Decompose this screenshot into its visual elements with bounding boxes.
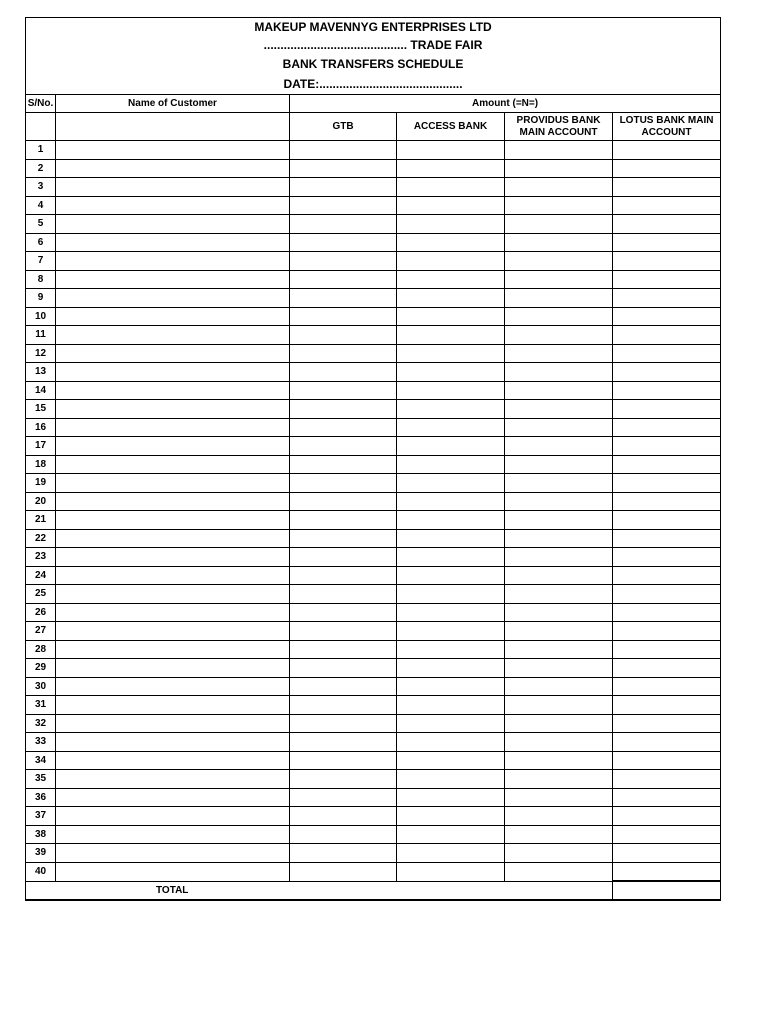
customer-name-cell[interactable] — [56, 474, 290, 493]
gtb-header: GTB — [290, 113, 397, 141]
lotus-bank-amount-cell[interactable] — [613, 196, 721, 215]
table-row — [26, 344, 721, 363]
customer-name-cell[interactable] — [56, 640, 290, 659]
bank-transfers-schedule-table — [25, 17, 721, 901]
lotus-bank-amount-cell[interactable] — [613, 696, 721, 715]
customer-name-cell[interactable] — [56, 196, 290, 215]
gtb-amount-cell[interactable] — [290, 770, 397, 789]
lotus-bank-amount-cell[interactable] — [613, 622, 721, 641]
customer-name-cell[interactable] — [56, 363, 290, 382]
gtb-amount-cell[interactable] — [290, 566, 397, 585]
gtb-amount-cell[interactable] — [290, 252, 397, 271]
providus-bank-amount-cell[interactable] — [505, 844, 613, 863]
lotus-bank-amount-cell[interactable] — [613, 659, 721, 678]
customer-name-cell[interactable] — [56, 307, 290, 326]
gtb-amount-cell[interactable] — [290, 751, 397, 770]
providus-bank-amount-cell[interactable] — [505, 307, 613, 326]
table-row — [26, 529, 721, 548]
row-number: 39 — [26, 844, 56, 863]
access-bank-amount-cell[interactable] — [397, 418, 505, 437]
customer-subheader-cell — [56, 113, 290, 141]
row-number: 19 — [26, 474, 56, 493]
access-bank-amount-cell[interactable] — [397, 640, 505, 659]
gtb-amount-cell[interactable] — [290, 714, 397, 733]
gtb-amount-cell[interactable] — [290, 474, 397, 493]
table-row — [26, 400, 721, 419]
lotus-bank-amount-cell[interactable] — [613, 215, 721, 234]
providus-bank-amount-cell[interactable] — [505, 862, 613, 881]
table-row — [26, 807, 721, 826]
access-bank-amount-cell[interactable] — [397, 492, 505, 511]
row-number: 15 — [26, 400, 56, 419]
sno-header: S/No. — [26, 95, 56, 113]
table-row — [26, 770, 721, 789]
gtb-amount-cell[interactable] — [290, 603, 397, 622]
table-row — [26, 603, 721, 622]
providus-bank-amount-cell[interactable] — [505, 529, 613, 548]
gtb-amount-cell[interactable] — [290, 437, 397, 456]
lotus-bank-amount-cell[interactable] — [613, 233, 721, 252]
customer-name-cell[interactable] — [56, 751, 290, 770]
gtb-amount-cell[interactable] — [290, 270, 397, 289]
row-number: 2 — [26, 159, 56, 178]
access-bank-amount-cell[interactable] — [397, 196, 505, 215]
gtb-amount-cell[interactable] — [290, 159, 397, 178]
access-bank-amount-cell[interactable] — [397, 511, 505, 530]
gtb-amount-cell[interactable] — [290, 418, 397, 437]
access-bank-amount-cell[interactable] — [397, 344, 505, 363]
gtb-amount-cell[interactable] — [290, 529, 397, 548]
customer-name-cell[interactable] — [56, 381, 290, 400]
row-number: 28 — [26, 640, 56, 659]
gtb-amount-cell[interactable] — [290, 807, 397, 826]
table-row — [26, 566, 721, 585]
table-row — [26, 270, 721, 289]
providus-bank-amount-cell[interactable] — [505, 492, 613, 511]
gtb-amount-cell[interactable] — [290, 492, 397, 511]
providus-bank-amount-cell[interactable] — [505, 178, 613, 197]
customer-name-cell[interactable] — [56, 659, 290, 678]
lotus-bank-amount-cell[interactable] — [613, 807, 721, 826]
lotus-bank-amount-cell[interactable] — [613, 289, 721, 308]
row-number: 40 — [26, 862, 56, 881]
providus-bank-amount-cell[interactable] — [505, 770, 613, 789]
providus-bank-amount-cell[interactable] — [505, 640, 613, 659]
row-number: 25 — [26, 585, 56, 604]
total-row — [26, 881, 721, 900]
providus-bank-amount-cell[interactable] — [505, 696, 613, 715]
table-row — [26, 751, 721, 770]
lotus-bank-amount-cell[interactable] — [613, 270, 721, 289]
date-line: DATE:........................................... — [26, 74, 721, 95]
providus-bank-amount-cell[interactable] — [505, 437, 613, 456]
customer-name-cell[interactable] — [56, 141, 290, 160]
customer-name-cell[interactable] — [56, 714, 290, 733]
access-bank-amount-cell[interactable] — [397, 585, 505, 604]
access-bank-amount-cell[interactable] — [397, 159, 505, 178]
customer-name-cell[interactable] — [56, 566, 290, 585]
customer-name-cell[interactable] — [56, 455, 290, 474]
table-row — [26, 548, 721, 567]
customer-name-cell[interactable] — [56, 696, 290, 715]
lotus-bank-amount-cell[interactable] — [613, 585, 721, 604]
access-bank-amount-cell[interactable] — [397, 326, 505, 345]
table-row — [26, 733, 721, 752]
lotus-bank-header: LOTUS BANK MAIN ACCOUNT — [613, 113, 721, 141]
row-number: 12 — [26, 344, 56, 363]
providus-bank-amount-cell[interactable] — [505, 659, 613, 678]
table-row — [26, 437, 721, 456]
table-row — [26, 289, 721, 308]
row-number: 20 — [26, 492, 56, 511]
customer-name-cell[interactable] — [56, 622, 290, 641]
lotus-bank-amount-cell[interactable] — [613, 529, 721, 548]
customer-name-cell[interactable] — [56, 733, 290, 752]
providus-bank-amount-cell[interactable] — [505, 548, 613, 567]
access-bank-amount-cell[interactable] — [397, 622, 505, 641]
gtb-amount-cell[interactable] — [290, 178, 397, 197]
customer-name-cell[interactable] — [56, 770, 290, 789]
customer-name-cell[interactable] — [56, 788, 290, 807]
access-bank-amount-cell[interactable] — [397, 862, 505, 881]
table-row — [26, 659, 721, 678]
table-row — [26, 326, 721, 345]
table-row — [26, 252, 721, 271]
access-bank-amount-cell[interactable] — [397, 437, 505, 456]
row-number: 24 — [26, 566, 56, 585]
customer-name-cell[interactable] — [56, 270, 290, 289]
row-number: 36 — [26, 788, 56, 807]
providus-bank-amount-cell[interactable] — [505, 474, 613, 493]
table-row — [26, 714, 721, 733]
table-row — [26, 233, 721, 252]
providus-bank-header: PROVIDUS BANK MAIN ACCOUNT — [505, 113, 613, 141]
customer-name-cell[interactable] — [56, 511, 290, 530]
gtb-amount-cell[interactable] — [290, 825, 397, 844]
sno-subheader-cell — [26, 113, 56, 141]
row-number: 26 — [26, 603, 56, 622]
gtb-amount-cell[interactable] — [290, 400, 397, 419]
table-row — [26, 215, 721, 234]
table-row — [26, 363, 721, 382]
access-bank-amount-cell[interactable] — [397, 363, 505, 382]
lotus-bank-amount-cell[interactable] — [613, 548, 721, 567]
row-number: 1 — [26, 141, 56, 160]
access-bank-amount-cell[interactable] — [397, 233, 505, 252]
lotus-bank-amount-cell[interactable] — [613, 770, 721, 789]
lotus-bank-amount-cell[interactable] — [613, 788, 721, 807]
row-number: 7 — [26, 252, 56, 271]
providus-bank-amount-cell[interactable] — [505, 233, 613, 252]
row-number: 16 — [26, 418, 56, 437]
table-row — [26, 862, 721, 881]
customer-name-cell[interactable] — [56, 529, 290, 548]
providus-bank-amount-cell[interactable] — [505, 326, 613, 345]
table-row — [26, 141, 721, 160]
gtb-amount-cell[interactable] — [290, 196, 397, 215]
providus-bank-amount-cell[interactable] — [505, 381, 613, 400]
lotus-bank-amount-cell[interactable] — [613, 844, 721, 863]
providus-bank-amount-cell[interactable] — [505, 196, 613, 215]
gtb-amount-cell[interactable] — [290, 141, 397, 160]
access-bank-amount-cell[interactable] — [397, 677, 505, 696]
customer-name-cell[interactable] — [56, 326, 290, 345]
table-row — [26, 844, 721, 863]
access-bank-amount-cell[interactable] — [397, 548, 505, 567]
row-number: 5 — [26, 215, 56, 234]
providus-bank-amount-cell[interactable] — [505, 363, 613, 382]
providus-bank-amount-cell[interactable] — [505, 677, 613, 696]
lotus-bank-amount-cell[interactable] — [613, 862, 721, 881]
table-row — [26, 640, 721, 659]
row-number: 32 — [26, 714, 56, 733]
lotus-bank-amount-cell[interactable] — [613, 492, 721, 511]
row-number: 21 — [26, 511, 56, 530]
row-number: 35 — [26, 770, 56, 789]
event-name: ........................................... TRADE FAIR — [26, 36, 721, 54]
customer-name-cell[interactable] — [56, 178, 290, 197]
access-bank-amount-cell[interactable] — [397, 566, 505, 585]
row-number: 27 — [26, 622, 56, 641]
access-bank-amount-cell[interactable] — [397, 659, 505, 678]
gtb-amount-cell[interactable] — [290, 233, 397, 252]
providus-bank-amount-cell[interactable] — [505, 418, 613, 437]
customer-name-cell[interactable] — [56, 159, 290, 178]
lotus-bank-amount-cell[interactable] — [613, 252, 721, 271]
access-bank-amount-cell[interactable] — [397, 307, 505, 326]
providus-bank-amount-cell[interactable] — [505, 585, 613, 604]
lotus-bank-amount-cell[interactable] — [613, 455, 721, 474]
table-row — [26, 492, 721, 511]
providus-bank-amount-cell[interactable] — [505, 455, 613, 474]
lotus-bank-amount-cell[interactable] — [613, 363, 721, 382]
customer-name-cell[interactable] — [56, 400, 290, 419]
lotus-bank-amount-cell[interactable] — [613, 511, 721, 530]
total-value-cell[interactable] — [613, 881, 721, 900]
access-bank-amount-cell[interactable] — [397, 270, 505, 289]
table-row — [26, 825, 721, 844]
gtb-amount-cell[interactable] — [290, 677, 397, 696]
customer-name-cell[interactable] — [56, 825, 290, 844]
lotus-bank-amount-cell[interactable] — [613, 344, 721, 363]
row-number: 22 — [26, 529, 56, 548]
providus-bank-amount-cell[interactable] — [505, 807, 613, 826]
access-bank-amount-cell[interactable] — [397, 844, 505, 863]
table-row — [26, 196, 721, 215]
lotus-bank-amount-cell[interactable] — [613, 326, 721, 345]
table-row — [26, 474, 721, 493]
providus-bank-amount-cell[interactable] — [505, 825, 613, 844]
access-bank-amount-cell[interactable] — [397, 529, 505, 548]
row-number: 33 — [26, 733, 56, 752]
access-bank-amount-cell[interactable] — [397, 141, 505, 160]
row-number: 23 — [26, 548, 56, 567]
gtb-amount-cell[interactable] — [290, 696, 397, 715]
row-number: 18 — [26, 455, 56, 474]
lotus-bank-amount-cell[interactable] — [613, 566, 721, 585]
lotus-bank-amount-cell[interactable] — [613, 640, 721, 659]
providus-bank-amount-cell[interactable] — [505, 252, 613, 271]
gtb-amount-cell[interactable] — [290, 844, 397, 863]
lotus-bank-amount-cell[interactable] — [613, 751, 721, 770]
row-number: 38 — [26, 825, 56, 844]
table-row — [26, 511, 721, 530]
access-bank-amount-cell[interactable] — [397, 825, 505, 844]
customer-name-cell[interactable] — [56, 215, 290, 234]
row-number: 11 — [26, 326, 56, 345]
providus-bank-amount-cell[interactable] — [505, 270, 613, 289]
table-row — [26, 159, 721, 178]
lotus-bank-amount-cell[interactable] — [613, 437, 721, 456]
row-number: 31 — [26, 696, 56, 715]
providus-bank-amount-cell[interactable] — [505, 714, 613, 733]
gtb-amount-cell[interactable] — [290, 307, 397, 326]
providus-bank-amount-cell[interactable] — [505, 511, 613, 530]
providus-bank-amount-cell[interactable] — [505, 788, 613, 807]
gtb-amount-cell[interactable] — [290, 511, 397, 530]
access-bank-amount-cell[interactable] — [397, 215, 505, 234]
row-number: 4 — [26, 196, 56, 215]
gtb-amount-cell[interactable] — [290, 381, 397, 400]
lotus-bank-amount-cell[interactable] — [613, 733, 721, 752]
access-bank-amount-cell[interactable] — [397, 770, 505, 789]
customer-name-cell[interactable] — [56, 289, 290, 308]
gtb-amount-cell[interactable] — [290, 215, 397, 234]
access-bank-amount-cell[interactable] — [397, 751, 505, 770]
table-row — [26, 696, 721, 715]
providus-bank-amount-cell[interactable] — [505, 733, 613, 752]
access-bank-amount-cell[interactable] — [397, 252, 505, 271]
customer-name-cell[interactable] — [56, 862, 290, 881]
lotus-bank-amount-cell[interactable] — [613, 714, 721, 733]
row-number: 3 — [26, 178, 56, 197]
access-bank-amount-cell[interactable] — [397, 603, 505, 622]
customer-name-cell[interactable] — [56, 585, 290, 604]
providus-bank-amount-cell[interactable] — [505, 344, 613, 363]
table-row — [26, 677, 721, 696]
lotus-bank-amount-cell[interactable] — [613, 418, 721, 437]
customer-name-header: Name of Customer — [56, 95, 290, 113]
table-row — [26, 455, 721, 474]
row-number: 37 — [26, 807, 56, 826]
providus-bank-amount-cell[interactable] — [505, 622, 613, 641]
gtb-amount-cell[interactable] — [290, 862, 397, 881]
customer-name-cell[interactable] — [56, 344, 290, 363]
lotus-bank-amount-cell[interactable] — [613, 825, 721, 844]
providus-bank-amount-cell[interactable] — [505, 159, 613, 178]
table-row — [26, 307, 721, 326]
row-number: 14 — [26, 381, 56, 400]
table-row — [26, 381, 721, 400]
row-number: 17 — [26, 437, 56, 456]
total-label: TOTAL — [26, 881, 613, 900]
gtb-amount-cell[interactable] — [290, 733, 397, 752]
gtb-amount-cell[interactable] — [290, 363, 397, 382]
access-bank-amount-cell[interactable] — [397, 178, 505, 197]
providus-bank-amount-cell[interactable] — [505, 566, 613, 585]
providus-bank-amount-cell[interactable] — [505, 141, 613, 160]
gtb-amount-cell[interactable] — [290, 289, 397, 308]
table-row — [26, 178, 721, 197]
gtb-amount-cell[interactable] — [290, 788, 397, 807]
customer-name-cell[interactable] — [56, 603, 290, 622]
lotus-bank-amount-cell[interactable] — [613, 381, 721, 400]
lotus-bank-amount-cell[interactable] — [613, 603, 721, 622]
access-bank-amount-cell[interactable] — [397, 381, 505, 400]
access-bank-amount-cell[interactable] — [397, 807, 505, 826]
lotus-bank-amount-cell[interactable] — [613, 400, 721, 419]
access-bank-header: ACCESS BANK — [397, 113, 505, 141]
access-bank-amount-cell[interactable] — [397, 400, 505, 419]
schedule-title: BANK TRANSFERS SCHEDULE — [26, 54, 721, 74]
access-bank-amount-cell[interactable] — [397, 474, 505, 493]
customer-name-cell[interactable] — [56, 844, 290, 863]
customer-name-cell[interactable] — [56, 437, 290, 456]
table-row — [26, 622, 721, 641]
access-bank-amount-cell[interactable] — [397, 733, 505, 752]
customer-name-cell[interactable] — [56, 548, 290, 567]
gtb-amount-cell[interactable] — [290, 585, 397, 604]
row-number: 30 — [26, 677, 56, 696]
access-bank-amount-cell[interactable] — [397, 714, 505, 733]
gtb-amount-cell[interactable] — [290, 659, 397, 678]
gtb-amount-cell[interactable] — [290, 326, 397, 345]
lotus-bank-amount-cell[interactable] — [613, 178, 721, 197]
gtb-amount-cell[interactable] — [290, 455, 397, 474]
row-number: 9 — [26, 289, 56, 308]
customer-name-cell[interactable] — [56, 233, 290, 252]
table-row — [26, 585, 721, 604]
providus-bank-amount-cell[interactable] — [505, 289, 613, 308]
providus-bank-amount-cell[interactable] — [505, 751, 613, 770]
lotus-bank-amount-cell[interactable] — [613, 677, 721, 696]
row-number: 29 — [26, 659, 56, 678]
customer-name-cell[interactable] — [56, 677, 290, 696]
customer-name-cell[interactable] — [56, 252, 290, 271]
row-number: 10 — [26, 307, 56, 326]
lotus-bank-amount-cell[interactable] — [613, 141, 721, 160]
row-number: 34 — [26, 751, 56, 770]
row-number: 8 — [26, 270, 56, 289]
amount-header: Amount (=N=) — [290, 95, 721, 113]
access-bank-amount-cell[interactable] — [397, 289, 505, 308]
gtb-amount-cell[interactable] — [290, 344, 397, 363]
providus-bank-amount-cell[interactable] — [505, 603, 613, 622]
providus-bank-amount-cell[interactable] — [505, 400, 613, 419]
access-bank-amount-cell[interactable] — [397, 696, 505, 715]
customer-name-cell[interactable] — [56, 492, 290, 511]
table-row — [26, 418, 721, 437]
customer-name-cell[interactable] — [56, 807, 290, 826]
access-bank-amount-cell[interactable] — [397, 455, 505, 474]
row-number: 13 — [26, 363, 56, 382]
customer-name-cell[interactable] — [56, 418, 290, 437]
providus-bank-amount-cell[interactable] — [505, 215, 613, 234]
lotus-bank-amount-cell[interactable] — [613, 474, 721, 493]
row-number: 6 — [26, 233, 56, 252]
gtb-amount-cell[interactable] — [290, 640, 397, 659]
gtb-amount-cell[interactable] — [290, 548, 397, 567]
company-name: MAKEUP MAVENNYG ENTERPRISES LTD — [26, 18, 721, 37]
access-bank-amount-cell[interactable] — [397, 788, 505, 807]
lotus-bank-amount-cell[interactable] — [613, 307, 721, 326]
table-row — [26, 788, 721, 807]
lotus-bank-amount-cell[interactable] — [613, 159, 721, 178]
gtb-amount-cell[interactable] — [290, 622, 397, 641]
